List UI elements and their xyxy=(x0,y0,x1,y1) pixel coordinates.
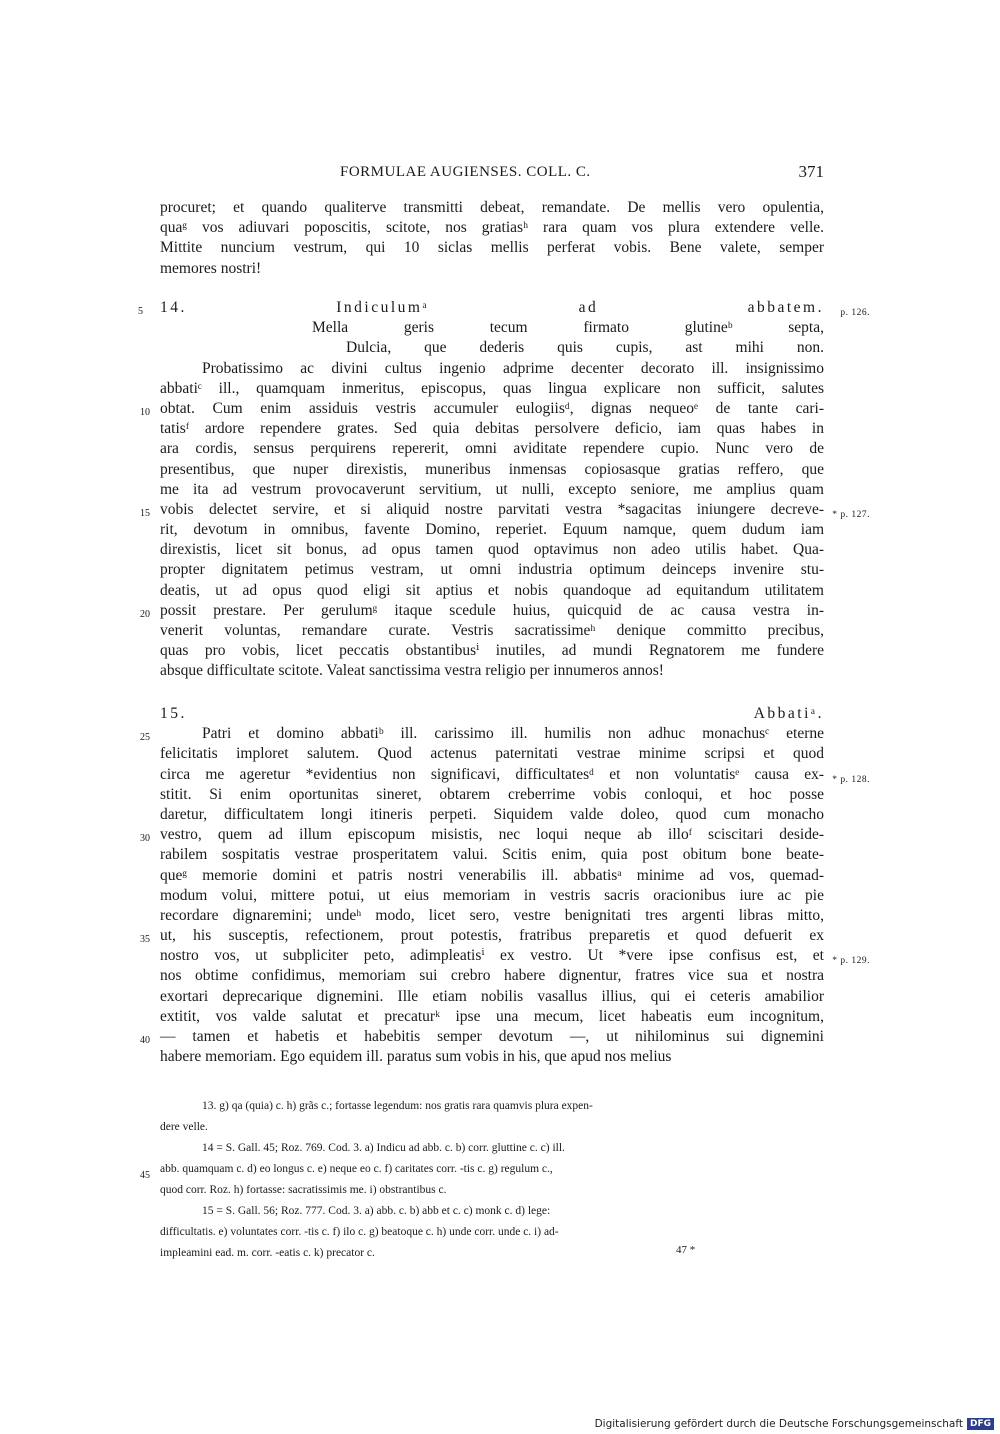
line-text: presentibus, que nuper direxistis, muneribus inmensas copiosasque gratias reffero, que xyxy=(160,460,824,478)
text-line xyxy=(160,765,870,785)
line-text: propter dignitatem petimus vestram, ut omni industria optimum deinceps invenire stu- xyxy=(160,561,824,579)
line-number: 40 xyxy=(140,1035,150,1046)
text-line xyxy=(160,1007,824,1027)
line-text: circa me ageretur *evidentius non significavi, difficultatesᵈ et non voluntatisᵉ causa ex- xyxy=(160,765,824,783)
footnote-line xyxy=(160,1180,824,1201)
line-text: rit, devotum in omnibus, favente Domino, reperiet. Equum namque, quem dudum iam xyxy=(160,521,824,539)
line-text: venerit voluntas, remandare curate. Vestris sacratissimeʰ denique committo precibus, xyxy=(160,622,824,639)
line-text: Patri et domino abbatiᵇ ill. carissimo ill. humilis non adhuc monachusᶜ eterne xyxy=(202,725,824,743)
line-number: 30 xyxy=(140,833,150,845)
line-number: 15 xyxy=(140,507,150,519)
margin-reference: * p. 127. xyxy=(832,509,870,520)
text-line xyxy=(160,866,824,886)
line-text: possit prestare. Per gerulumᵍ itaque scedule huius, quicquid de ac causa vestra in- xyxy=(160,601,824,619)
footnotes xyxy=(140,1096,824,1264)
line-text: abbatiᶜ ill., quamquam inmeritus, episcopus, quas lingua explicare non sufficit, salutes xyxy=(160,379,824,397)
digitization-credit xyxy=(595,1418,994,1430)
line-text: vestro, quem ad illum episcopum misistis, nec loqui neque ab illoᶠ sciscitari deside- xyxy=(160,826,824,844)
text-line xyxy=(160,966,824,986)
line-text: recordare dignaremini; undeʰ modo, licet sero, vestre benignitati tres argenti libras mitto, xyxy=(160,906,824,924)
line-number: 25 xyxy=(140,732,150,744)
line-text: obtat. Cum enim assiduis vestris accumuler eulogiisᵈ, dignas nequeoᵉ de tante cari- xyxy=(160,399,824,417)
footnote-line xyxy=(160,1222,824,1243)
section-heading xyxy=(138,298,870,318)
line-text: nos obtime confidimus, memoriam sui crebro habere dignentur, fratres vice sua et nostra xyxy=(160,967,824,985)
line-text: vobis delectet servire, et si aliquid nostre parvitati vestra *sagacitas iniungere decreve- xyxy=(160,500,824,518)
line-text: quas pro vobis, licet peccatis obstantibusⁱ inutiles, ad mundi Regnatorem me fundere xyxy=(160,642,824,660)
line-text: direxistis, licet sit bonus, ad opus tamen quod optavimus non adeo utilis habet. Qua- xyxy=(160,541,824,559)
signature-mark: 47 * xyxy=(676,1244,696,1256)
margin-reference: * p. 129. xyxy=(832,956,870,967)
footnote-text: impleamini ead. m. corr. -eatis c. k) precator c. xyxy=(160,1247,375,1259)
footnote-text: 14 = S. Gall. 45; Roz. 769. Cod. 3. a) Indicu ad abb. c. b) corr. gluttine c. c) ill. xyxy=(202,1142,565,1154)
line-number: 5 xyxy=(138,306,146,317)
line-text: stitit. Si enim oportunitas sineret, obtarem creberrime vobis conloqui, et hoc posse xyxy=(160,785,824,803)
text-line xyxy=(140,724,824,744)
line-text: habere memoriam. Ego equidem ill. paratus sum vobis in his, que apud nos melius xyxy=(160,1048,672,1066)
line-text: me ita ad vestrum provocaverunt servitium, ut nulli, excepto seniore, me amplius quam xyxy=(160,480,824,498)
footnote-line xyxy=(160,1096,824,1117)
line-text: ara cordis, sensus perquirens repererit, omni aviditate rependere cupio. Nunc vero de xyxy=(160,440,824,458)
line-text: modum volui, mittere potui, ut eius memoriam in vestris sacris oracionibus iure ac pie xyxy=(160,886,824,904)
text-line xyxy=(160,906,824,926)
footnote-text: difficultatis. e) voluntates corr. -tis c. f) ilo c. g) beatoque c. h) unde corr. unde c. i) ad- xyxy=(160,1226,559,1238)
footnote-text: dere velle. xyxy=(160,1121,208,1133)
text-line xyxy=(160,987,824,1007)
section-14 xyxy=(138,298,870,682)
footnote-text: 13. g) qa (quia) c. h) grãs c.; fortasse legendum: nos gratis rara quamvis plura expen- xyxy=(202,1100,593,1112)
text-line xyxy=(160,805,824,825)
text-line xyxy=(160,460,824,480)
text-line xyxy=(160,359,824,379)
line-text: felicitatis imploret salutem. Quod actenus paternitati vestrae minime scripsi et quod xyxy=(160,745,824,763)
footnote-line xyxy=(160,1117,824,1138)
text-line xyxy=(140,825,824,845)
text-line xyxy=(140,500,870,520)
running-title: FORMULAE AUGIENSES. COLL. C. xyxy=(340,164,591,180)
heading-text: 14. Indiculumᵃ ad abbatem. xyxy=(160,299,824,316)
credit-text: Digitalisierung gefördert durch die Deutsche Forschungsgemeinschaft xyxy=(594,1418,963,1430)
line-text: Probatissimo ac divini cultus ingenio adprime decenter decorato ill. insignissimo xyxy=(202,359,824,377)
footnote-text: abb. quamquam c. d) eo longus c. e) neque eo c. f) caritates corr. -tis c. g) regulum c., xyxy=(160,1163,553,1175)
text-line xyxy=(160,641,824,661)
running-header xyxy=(160,164,824,188)
line-text: nostro vos, ut subpliciter peto, adimpleatisⁱ ex vestro. Ut *vere ipse confisus est, et xyxy=(160,947,824,965)
text-line: memores nostri! xyxy=(160,259,262,277)
text-line xyxy=(160,419,824,439)
text-line xyxy=(140,1027,824,1047)
margin-reference: p. 126. xyxy=(840,308,870,318)
verse-line: Dulcia, que dederis quis cupis, ast mihi non. xyxy=(346,339,824,357)
text-line xyxy=(160,540,824,560)
footnote-line xyxy=(160,1138,824,1159)
line-text: deatis, ut ad opus quod eligi sit aptius et nobis quandoque ad equitandum utilitatem xyxy=(160,581,824,599)
text-line xyxy=(160,560,824,580)
section-15 xyxy=(140,704,870,1067)
margin-reference: * p. 128. xyxy=(832,774,870,785)
text-line xyxy=(160,744,824,764)
footnote-line xyxy=(160,1201,824,1222)
continuation-block xyxy=(160,198,824,279)
verse-line: Mella geris tecum firmato glutineᵇ septa, xyxy=(312,319,824,337)
text-line xyxy=(160,379,824,399)
text-line xyxy=(140,926,824,946)
text-line xyxy=(160,886,824,906)
line-text: absque difficultate scitote. Valeat sanctissima vestra religio per innumeros annos! xyxy=(160,662,664,680)
text-line: Mittite nuncium vestrum, qui 10 siclas mellis perferat vobis. Bene valete, semper xyxy=(160,239,824,257)
line-text: extitit, vos valde salutat et precaturᵏ ipse una mecum, licet habeatis eum incognitum, xyxy=(160,1007,824,1025)
text-line xyxy=(160,581,824,601)
section-heading: 15. Abbatiᵃ. xyxy=(160,705,824,722)
page-number: 371 xyxy=(798,162,824,181)
footnote-text: quod corr. Roz. h) fortasse: sacratissimis me. i) obstrantibus c. xyxy=(160,1184,447,1196)
text-line xyxy=(160,621,824,641)
line-text: queᵍ memorie domini et patris nostri venerabilis ill. abbatisᵃ minime ad vos, quemad- xyxy=(160,866,824,884)
line-text: rabilem sospitatis vestrae prosperitatem valui. Scitis enim, quia post obitum bone beate- xyxy=(160,846,824,864)
text-line xyxy=(160,439,824,459)
text-line: procuret; et quando qualiterve transmitti debeat, remandate. De mellis vero opulentia, xyxy=(160,199,824,216)
line-text: tatisᶠ ardore rependere grates. Sed quia debitas persolvere deficio, iam quas habes in xyxy=(160,420,824,438)
footnote-line xyxy=(140,1159,824,1181)
line-text: — tamen et habetis et habebitis semper devotum —, ut nihilominus sui dignemini xyxy=(160,1028,824,1045)
text-line xyxy=(160,785,824,805)
text-line xyxy=(160,845,824,865)
text-line xyxy=(140,399,824,419)
line-number: 45 xyxy=(140,1170,150,1181)
line-number: 20 xyxy=(140,608,150,620)
text-line xyxy=(160,946,870,967)
text-line xyxy=(160,520,824,540)
line-text: exortari deprecarique dignemini. Ille etiam nobilis vasallus illius, qui ei ceteris amabilior xyxy=(160,987,824,1005)
footnote-text: 15 = S. Gall. 56; Roz. 777. Cod. 3. a) abb. c. b) abb et c. c) monk c. d) lege: xyxy=(202,1205,551,1217)
text-line xyxy=(160,480,824,500)
text-line xyxy=(160,1047,824,1067)
line-number: 10 xyxy=(140,406,150,418)
footnote-line xyxy=(160,1243,824,1264)
line-text: ut, his susceptis, refectionem, prout potestis, fratribus preparetis et quod defuerit ex xyxy=(160,927,824,945)
dfg-logo: DFG xyxy=(967,1418,994,1430)
line-number: 35 xyxy=(140,934,150,946)
line-text: daretur, difficultatem longi itineris perpeti. Siquidem valde doleo, quod cum monacho xyxy=(160,805,824,823)
text-line: quaᵍ vos adiuvari poposcitis, scitote, nos gratiasʰ rara quam vos plura extendere velle. xyxy=(160,219,824,237)
text-line xyxy=(160,661,824,681)
text-line xyxy=(140,601,824,621)
